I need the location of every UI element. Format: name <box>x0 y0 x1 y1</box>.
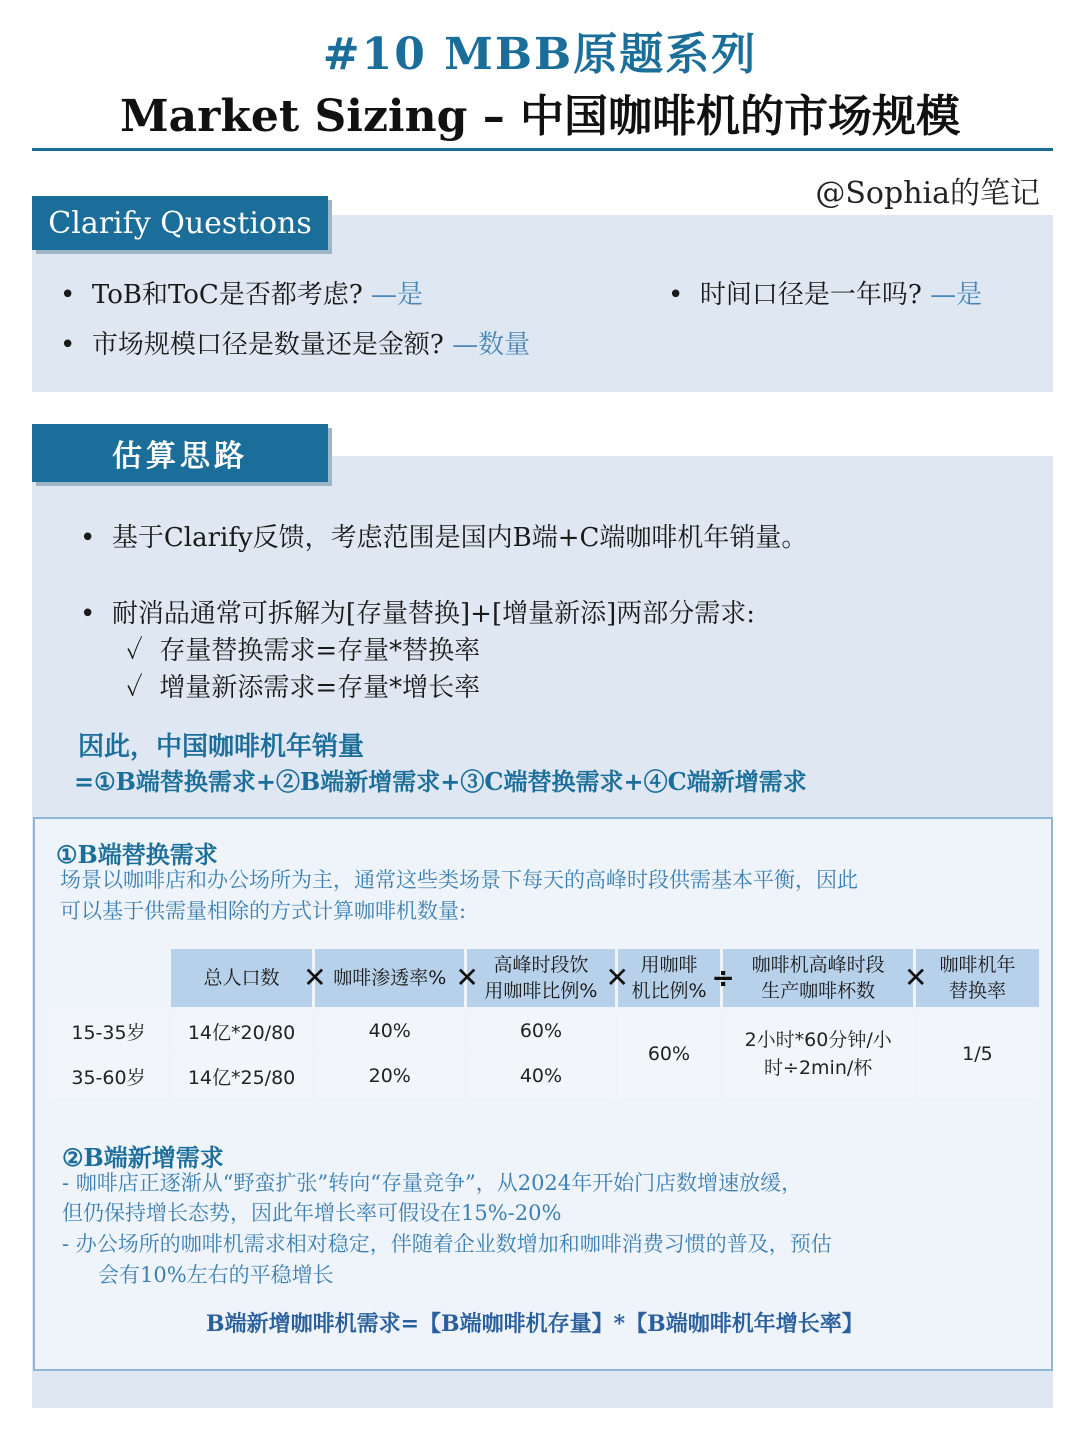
penetration-cell: 20% <box>315 1055 464 1097</box>
clarify-tab-label: Clarify Questions <box>48 205 312 241</box>
header-machine-ratio <box>605 949 721 1007</box>
approach-bullet-text: 基于Clarify反馈，考虑范围是国内B端+C端咖啡机年销量。 <box>111 523 808 553</box>
answer-text: —是 <box>930 280 983 310</box>
answer-text: —是 <box>371 280 424 310</box>
population-cell: 14亿*25/80 <box>171 1055 312 1097</box>
b-new-formula: B端新增咖啡机需求=【B端咖啡机存量】*【B端咖啡机年增长率】 <box>206 1311 864 1337</box>
peak-ratio-cell: 60% <box>467 1010 614 1052</box>
peak-cups-cell <box>723 1010 913 1097</box>
check-text: 存量替换需求=存量*替换率 <box>159 636 481 666</box>
header-label: 用咖啡比例% <box>484 980 598 1002</box>
b-replace-desc-1: 场景以咖啡店和办公场所为主，通常这些类场景下每天的高峰时段供需基本平衡，因此 <box>60 868 858 892</box>
header-label: 机比例% <box>631 980 707 1002</box>
age-cell: 15-35岁 <box>49 1010 168 1052</box>
title-divider <box>32 148 1053 151</box>
header-label: 高峰时段饮 <box>493 954 589 976</box>
b-replace-desc-2: 可以基于供需量相除的方式计算咖啡机数量: <box>60 899 467 923</box>
multiply-icon: ✕ <box>605 961 630 994</box>
check-text: 增量新添需求=存量*增长率 <box>159 673 481 703</box>
header-label: 总人口数 <box>203 967 280 989</box>
check-icon: ✓ <box>126 636 143 666</box>
multiply-icon: ✕ <box>455 961 479 994</box>
peak-ratio-cell: 40% <box>467 1055 614 1097</box>
multiply-icon: ✕ <box>303 961 327 994</box>
header-label: 咖啡渗透率% <box>333 967 447 989</box>
header-coffee-penetration <box>303 949 464 1007</box>
series-title: #10 MBB原题系列 <box>322 29 758 80</box>
question-text: 市场规模口径是数量还是金额? <box>91 330 444 360</box>
peak-cups-line: 时÷2min/杯 <box>764 1056 873 1079</box>
clarify-question-1: • ToB和ToC是否都考虑? —是 <box>60 280 424 310</box>
table-corner <box>49 949 168 1007</box>
header-label: 生产咖啡杯数 <box>761 980 876 1002</box>
table-header-row <box>49 949 1039 1007</box>
header-peak-cups <box>711 949 913 1007</box>
check-item-1 <box>126 630 480 667</box>
replace-rate-cell: 1/5 <box>916 1010 1039 1097</box>
conclusion-formula: =①B端替换需求+②B端新增需求+③C端替换需求+④C端新增需求 <box>74 767 807 796</box>
age-cell: 35-60岁 <box>49 1055 168 1097</box>
header-label: 咖啡机年 <box>939 954 1016 976</box>
header-label: 替换率 <box>948 980 1006 1002</box>
multiply-icon: ✕ <box>903 961 928 994</box>
b-new-title: ②B端新增需求 <box>62 1143 224 1172</box>
table-row <box>49 1010 1039 1052</box>
machine-ratio-cell: 60% <box>618 1010 721 1097</box>
answer-text: —数量 <box>452 330 531 360</box>
estimation-table <box>46 946 1042 1100</box>
penetration-cell: 40% <box>315 1010 464 1052</box>
header-replace-rate <box>903 949 1039 1007</box>
question-text: ToB和ToC是否都考虑? <box>91 280 363 310</box>
clarify-question-2: • 时间口径是一年吗? —是 <box>668 280 983 310</box>
header-label: 咖啡机高峰时段 <box>751 954 885 976</box>
b-new-line-3: - 办公场所的咖啡机需求相对稳定，伴随着企业数增加和咖啡消费习惯的普及，预估 <box>62 1232 832 1256</box>
header-peak-ratio <box>455 949 614 1007</box>
population-cell: 14亿*20/80 <box>171 1010 312 1052</box>
divide-icon: ÷ <box>711 961 735 994</box>
author-credit: @Sophia的笔记 <box>815 176 1040 211</box>
approach-tab <box>32 424 328 482</box>
header-total-population <box>171 949 312 1007</box>
approach-bullet-1: • 基于Clarify反馈，考虑范围是国内B端+C端咖啡机年销量。 <box>80 523 808 553</box>
b-new-line-1: - 咖啡店正逐渐从“野蛮扩张”转向“存量竞争”，从2024年开始门店数增速放缓， <box>62 1171 803 1195</box>
approach-bullet-2: • 耐消品通常可拆解为[存量替换]+[增量新添]两部分需求: <box>80 599 755 629</box>
clarify-question-3: • 市场规模口径是数量还是金额? —数量 <box>60 330 531 360</box>
approach-bullet-text: 耐消品通常可拆解为[存量替换]+[增量新添]两部分需求: <box>111 599 755 629</box>
peak-cups-line: 2小时*60分钟/小 <box>744 1028 892 1051</box>
check-icon: ✓ <box>126 673 143 703</box>
b-new-line-2: 但仍保持增长态势，因此年增长率可假设在15%-20% <box>62 1201 562 1225</box>
question-text: 时间口径是一年吗? <box>699 280 922 310</box>
conclusion-heading: 因此，中国咖啡机年销量 <box>78 732 365 762</box>
b-replace-title: ①B端替换需求 <box>56 840 218 869</box>
page-title: Market Sizing – 中国咖啡机的市场规模 <box>119 91 961 142</box>
approach-tab-label: 估算思路 <box>112 439 248 474</box>
check-item-2 <box>126 667 480 704</box>
header-label: 用咖啡 <box>640 954 698 976</box>
b-new-line-4: 会有10%左右的平稳增长 <box>98 1263 334 1287</box>
clarify-tab <box>32 196 328 250</box>
